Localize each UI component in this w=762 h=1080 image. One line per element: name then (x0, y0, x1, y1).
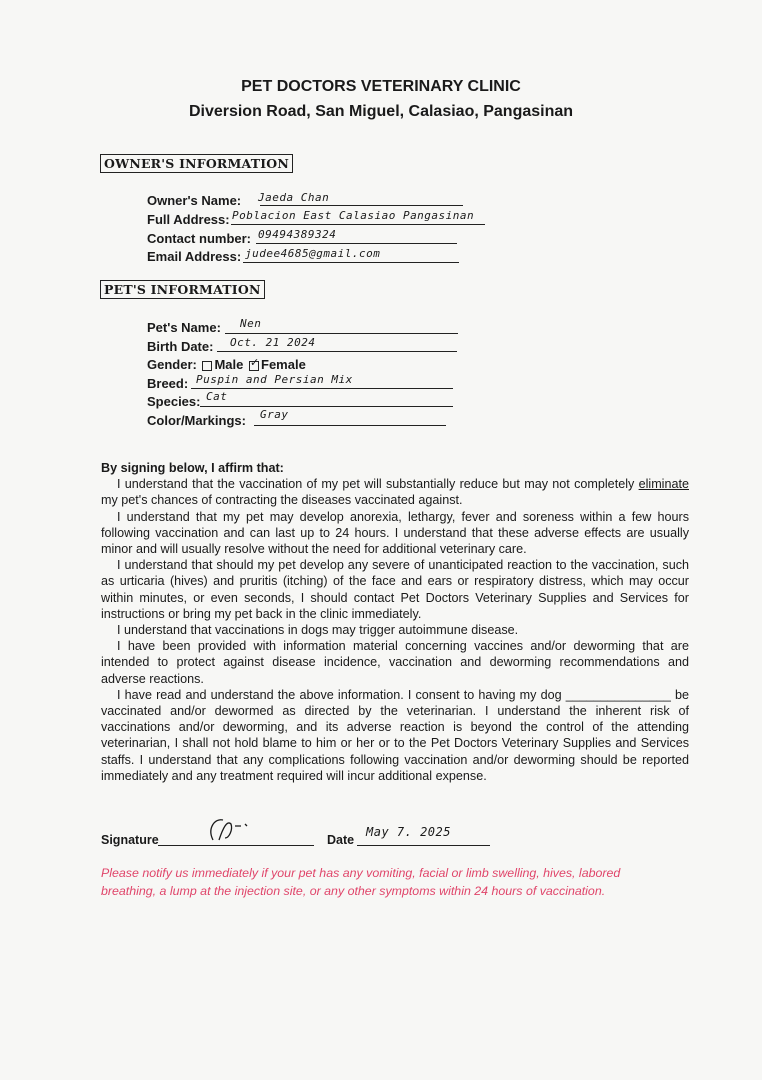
affirmation-p5: I have been provided with information material concerning vaccines and/or deworming that are intended to protect against disease incidence, vaccination and deworming recommendations and adverse reactions. (101, 639, 689, 686)
signature-label: Signature (101, 833, 159, 847)
clinic-address: Diversion Road, San Miguel, Calasiao, Pangasinan (188, 103, 574, 120)
gender-female-checkbox[interactable] (249, 361, 259, 371)
pet-birth-label: Birth Date: (147, 339, 214, 354)
owner-contact-value: 09494389324 (258, 228, 337, 241)
owner-contact-label: Contact number: (147, 231, 251, 246)
affirmation-p1: I understand that the vaccination of my pet will substantially reduce but may not completely eliminate my pet's chances of contracting the diseases vaccinated against. (101, 477, 689, 508)
owner-name-label: Owner's Name: (147, 193, 242, 208)
pet-name-label: Pet's Name: (147, 320, 221, 335)
pet-birth-value: Oct. 21 2024 (230, 336, 316, 349)
pet-gender-label: Gender: (147, 357, 197, 372)
vaccination-notice: Please notify us immediately if your pet has any vomiting, facial or limb swelling, hives, labored breathing, a lump at the injection site, or any other symptoms within 24 hours of vaccination. (101, 866, 621, 898)
owner-email-label: Email Address: (147, 249, 242, 264)
affirmation-p2: I understand that my pet may develop anorexia, lethargy, fever and soreness within a few hours following vaccination and can last up to 24 hours. I understand that these adverse effects are usually minor and will usually resolve without the need for additional veterinary care. (101, 509, 689, 557)
owner-section-heading: OWNER'S INFORMATION (100, 154, 293, 173)
gender-male-checkbox[interactable] (202, 361, 212, 371)
pet-name-value: Nen (240, 317, 262, 330)
clinic-name: PET DOCTORS VETERINARY CLINIC (241, 78, 521, 95)
affirmation-p3: I understand that should my pet develop any severe of unanticipated reaction to the vaccination, such as urticaria (hives) and pruritis (itching) of the face and ears or respiratory distress, which may occur within minutes, or even seconds, I should contact Pet Doctors Veterinary Supplies and Services for instructions or bring my pet back in the clinic immediately. (101, 558, 689, 621)
affirmation-lead: By signing below, I affirm that: (101, 461, 284, 475)
owner-address-value: Poblacion East Calasiao Pangasinan (232, 209, 475, 222)
pet-section-heading: PET'S INFORMATION (100, 280, 265, 299)
owner-email-value: judee4685@gmail.com (245, 247, 381, 260)
pet-species-label: Species: (147, 394, 201, 409)
signature-mark (205, 814, 255, 848)
affirmation-block (101, 460, 689, 784)
owner-name-value: Jaeda Chan (258, 191, 330, 204)
date-label: Date (327, 833, 355, 847)
affirmation-p6: I have read and understand the above information. I consent to having my dog _______________ be vaccinated and/or dewormed as directed by the veterinarian. I understand the inherent risk of vaccinations and/or deworming, and its adverse reaction is beyond the control of the attending veterinarian, I shall not hold blame to him or her or to the Pet Doctors Veterinary Supplies and Services staffs. I understand that any complications following vaccination and/or deworming should be reported immediately and any treatment required will incur additional expense. (101, 687, 689, 783)
pet-color-label: Color/Markings: (147, 413, 246, 428)
owner-address-label: Full Address: (147, 212, 230, 227)
affirmation-p4: I understand that vaccinations in dogs may trigger autoimmune disease. (117, 623, 519, 638)
pet-species-value: Cat (206, 390, 228, 403)
date-value: May 7. 2025 (366, 825, 451, 839)
pet-breed-label: Breed: (147, 376, 189, 391)
pet-species-field[interactable] (200, 390, 453, 407)
gender-female-label: Female (261, 357, 306, 372)
gender-male-label: Male (214, 357, 244, 372)
pet-breed-value: Puspin and Persian Mix (196, 373, 353, 386)
pet-color-value: Gray (260, 408, 289, 421)
pet-gender-row (147, 357, 306, 372)
